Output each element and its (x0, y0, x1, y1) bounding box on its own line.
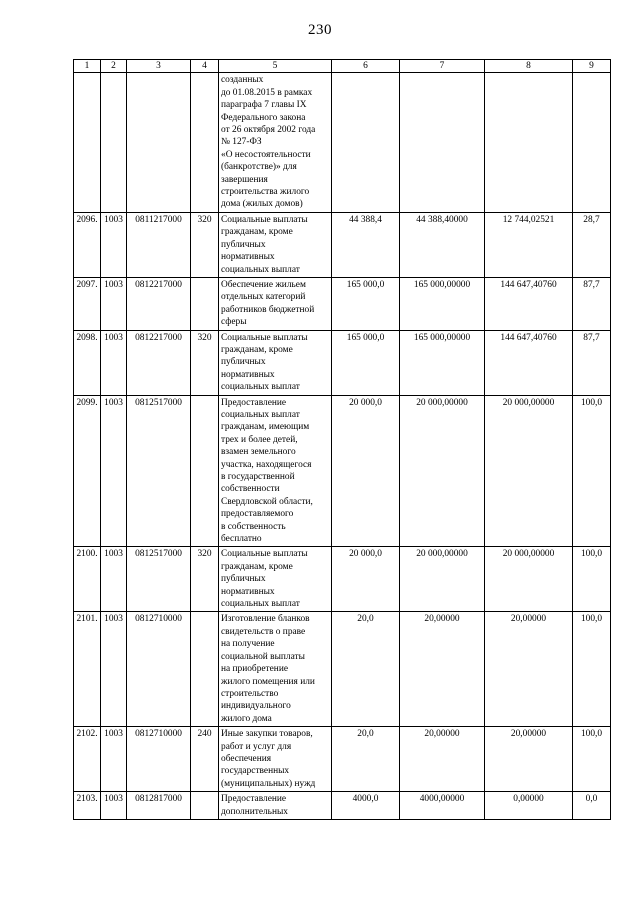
expense-type-cell: 320 (191, 547, 219, 612)
row-number-cell: 2102. (74, 727, 101, 792)
plan-amount-cell: 20,0 (332, 612, 400, 727)
expense-type-cell (191, 612, 219, 727)
table-row (74, 212, 611, 277)
target-code-cell: 0812217000 (127, 330, 191, 395)
description-line: Социальные выплаты (221, 214, 308, 225)
column-header: 1 (74, 60, 101, 73)
description-line: собственности (221, 484, 280, 495)
table-row (74, 792, 611, 820)
target-code-cell: 0812517000 (127, 395, 191, 547)
description-line: Изготовление бланков (221, 614, 310, 625)
percent-cell: 100,0 (573, 727, 611, 792)
header-row (74, 60, 611, 73)
description-line: созданных (221, 75, 264, 86)
description-line: нормативных (221, 252, 275, 263)
description-line: жилого дома (221, 713, 272, 724)
plan-precise-cell: 20,00000 (400, 727, 485, 792)
description-line: нормативных (221, 369, 275, 380)
table-row (74, 612, 611, 727)
percent-cell (573, 73, 611, 212)
expense-type-cell (191, 792, 219, 820)
description-line: гражданам, кроме (221, 561, 293, 572)
section-code-cell: 1003 (101, 792, 127, 820)
plan-amount-cell: 20 000,0 (332, 547, 400, 612)
description-line: Федерального закона (221, 112, 306, 123)
executed-amount-cell: 0,00000 (485, 792, 573, 820)
percent-cell: 100,0 (573, 612, 611, 727)
description-line: Свердловской области, (221, 496, 313, 507)
target-code-cell: 0812710000 (127, 727, 191, 792)
description-line: Предоставление (221, 794, 287, 805)
expense-type-cell (191, 395, 219, 547)
description-line: обеспечения (221, 753, 272, 764)
description-cell (219, 612, 332, 727)
description-cell (219, 73, 332, 212)
plan-precise-cell: 44 388,40000 (400, 212, 485, 277)
row-number-cell: 2099. (74, 395, 101, 547)
description-line: публичных (221, 239, 266, 250)
description-line: публичных (221, 357, 266, 368)
executed-amount-cell: 20 000,00000 (485, 395, 573, 547)
plan-precise-cell (400, 73, 485, 212)
description-line: (муниципальных) нужд (221, 778, 316, 789)
description-line: (банкротстве)» для (221, 162, 297, 173)
description-line: публичных (221, 574, 266, 585)
table-row (74, 547, 611, 612)
description-cell (219, 792, 332, 820)
expense-type-cell: 320 (191, 330, 219, 395)
description-line: предоставляемого (221, 509, 294, 520)
description-line: Социальные выплаты (221, 332, 308, 343)
description-line: Предоставление (221, 397, 287, 408)
target-code-cell: 0812817000 (127, 792, 191, 820)
description-cell (219, 330, 332, 395)
percent-cell: 0,0 (573, 792, 611, 820)
description-line: социальной выплаты (221, 651, 305, 662)
description-line: до 01.08.2015 в рамках (221, 87, 313, 98)
executed-amount-cell: 20 000,00000 (485, 547, 573, 612)
section-code-cell: 1003 (101, 330, 127, 395)
section-code-cell (101, 73, 127, 212)
plan-amount-cell: 20,0 (332, 727, 400, 792)
description-line: взамен земельного (221, 447, 296, 458)
plan-precise-cell: 20 000,00000 (400, 547, 485, 612)
executed-amount-cell: 20,00000 (485, 727, 573, 792)
section-code-cell: 1003 (101, 395, 127, 547)
target-code-cell: 0812710000 (127, 612, 191, 727)
budget-table (73, 59, 611, 820)
page-number: 230 (308, 22, 332, 38)
table-row (74, 277, 611, 330)
column-header: 2 (101, 60, 127, 73)
plan-precise-cell: 20,00000 (400, 612, 485, 727)
column-header: 6 (332, 60, 400, 73)
description-line: участка, находящегося (221, 459, 312, 470)
percent-cell: 87,7 (573, 330, 611, 395)
expense-type-cell (191, 277, 219, 330)
section-code-cell: 1003 (101, 727, 127, 792)
description-cell (219, 212, 332, 277)
table-row (74, 330, 611, 395)
description-line: социальных выплат (221, 264, 300, 275)
description-cell (219, 727, 332, 792)
column-header: 9 (573, 60, 611, 73)
description-line: от 26 октября 2002 года (221, 125, 316, 136)
column-header: 5 (219, 60, 332, 73)
description-line: дома (жилых домов) (221, 199, 303, 210)
description-line: на приобретение (221, 664, 289, 675)
percent-cell: 28,7 (573, 212, 611, 277)
description-line: государственных (221, 766, 290, 777)
row-number-cell: 2097. (74, 277, 101, 330)
column-header: 7 (400, 60, 485, 73)
description-line: параграфа 7 главы IX (221, 100, 307, 111)
table-body (74, 73, 611, 820)
description-line: трех и более детей, (221, 434, 298, 445)
plan-amount-cell: 20 000,0 (332, 395, 400, 547)
description-line: № 127-ФЗ (221, 137, 262, 148)
description-line: свидетельств о праве (221, 626, 306, 637)
description-line: Социальные выплаты (221, 549, 308, 560)
column-header: 4 (191, 60, 219, 73)
target-code-cell (127, 73, 191, 212)
target-code-cell: 0811217000 (127, 212, 191, 277)
target-code-cell: 0812517000 (127, 547, 191, 612)
description-line: Иные закупки товаров, (221, 729, 313, 740)
expense-type-cell: 240 (191, 727, 219, 792)
row-number-cell: 2101. (74, 612, 101, 727)
description-line: в собственность (221, 521, 286, 532)
description-line: отдельных категорий (221, 292, 306, 303)
plan-precise-cell: 165 000,00000 (400, 277, 485, 330)
plan-amount-cell (332, 73, 400, 212)
executed-amount-cell: 12 744,02521 (485, 212, 573, 277)
description-cell (219, 547, 332, 612)
plan-amount-cell: 44 388,4 (332, 212, 400, 277)
column-header: 3 (127, 60, 191, 73)
description-line: гражданам, имеющим (221, 422, 310, 433)
row-number-cell: 2103. (74, 792, 101, 820)
section-code-cell: 1003 (101, 277, 127, 330)
description-line: гражданам, кроме (221, 227, 293, 238)
description-cell (219, 395, 332, 547)
plan-amount-cell: 165 000,0 (332, 330, 400, 395)
description-line: завершения (221, 174, 268, 185)
description-line: Обеспечение жильем (221, 279, 306, 290)
percent-cell: 100,0 (573, 547, 611, 612)
row-number-cell (74, 73, 101, 212)
description-line: жилого помещения или (221, 676, 315, 687)
plan-precise-cell: 165 000,00000 (400, 330, 485, 395)
row-number-cell: 2096. (74, 212, 101, 277)
description-line: социальных выплат (221, 599, 300, 610)
section-code-cell: 1003 (101, 547, 127, 612)
description-line: в государственной (221, 472, 295, 482)
section-code-cell: 1003 (101, 212, 127, 277)
executed-amount-cell: 144 647,40760 (485, 277, 573, 330)
section-code-cell: 1003 (101, 612, 127, 727)
description-line: работников бюджетной (221, 304, 315, 315)
column-header: 8 (485, 60, 573, 73)
description-line: нормативных (221, 586, 275, 597)
description-line: строительство (221, 688, 279, 699)
description-line: гражданам, кроме (221, 344, 293, 355)
description-line: строительства жилого (221, 187, 310, 198)
executed-amount-cell (485, 73, 573, 212)
plan-precise-cell: 4000,00000 (400, 792, 485, 820)
executed-amount-cell: 20,00000 (485, 612, 573, 727)
description-line: социальных выплат (221, 409, 300, 420)
table-row (74, 395, 611, 547)
table-row (74, 73, 611, 212)
description-line: работ и услуг для (221, 741, 292, 752)
plan-amount-cell: 4000,0 (332, 792, 400, 820)
percent-cell: 87,7 (573, 277, 611, 330)
plan-precise-cell: 20 000,00000 (400, 395, 485, 547)
table-row (74, 727, 611, 792)
row-number-cell: 2100. (74, 547, 101, 612)
description-line: социальных выплат (221, 382, 300, 393)
description-line: индивидуального (221, 701, 291, 712)
description-line: бесплатно (221, 534, 262, 545)
row-number-cell: 2098. (74, 330, 101, 395)
target-code-cell: 0812217000 (127, 277, 191, 330)
executed-amount-cell: 144 647,40760 (485, 330, 573, 395)
description-line: на получение (221, 639, 275, 650)
description-line: сферы (221, 317, 247, 328)
description-line: дополнительных (221, 806, 288, 817)
expense-type-cell (191, 73, 219, 212)
description-line: «О несостоятельности (221, 149, 311, 160)
plan-amount-cell: 165 000,0 (332, 277, 400, 330)
percent-cell: 100,0 (573, 395, 611, 547)
description-cell (219, 277, 332, 330)
expense-type-cell: 320 (191, 212, 219, 277)
